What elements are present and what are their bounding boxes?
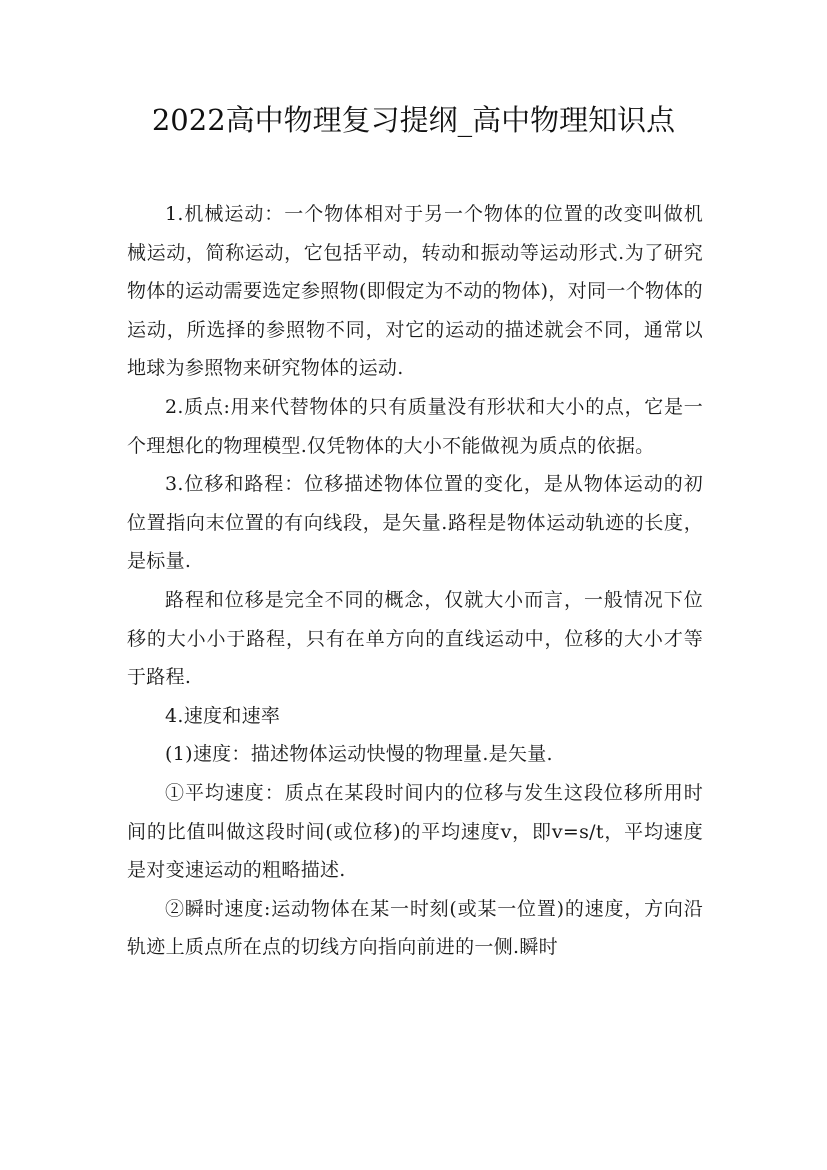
paragraph-average-velocity: ①平均速度：质点在某段时间内的位移与发生这段位移所用时间的比值叫做这段时间(或位移)的平均速度v，即v=s/t，平均速度是对变速运动的粗略描述. xyxy=(127,781,703,882)
paragraph-velocity-speed-heading: 4.速度和速率 xyxy=(165,704,281,727)
paragraph-displacement-distance: 3.位移和路程：位移描述物体位置的变化，是从物体运动的初位置指向末位置的有向线段，是矢量.路程是物体运动轨迹的长度，是标量. xyxy=(127,473,703,573)
paragraph-mechanical-motion: 1.机械运动：一个物体相对于另一个物体的位置的改变叫做机械运动，简称运动，它包括平动，转动和振动等运动形式.为了研究物体的运动需要选定参照物(即假定为不动的物体)，对同一个物体的运动，所选择的参照物不同，对它的运动的描述就会不同，通常以地球为参照物来研究物体的运动. xyxy=(127,203,703,380)
paragraph-distance-vs-displacement: 路程和位移是完全不同的概念，仅就大小而言，一般情况下位移的大小小于路程，只有在单方向的直线运动中，位移的大小才等于路程. xyxy=(127,588,703,689)
document-body xyxy=(127,195,703,967)
paragraph-particle: 2.质点:用来代替物体的只有质量没有形状和大小的点，它是一个理想化的物理模型.仅凭物体的大小不能做视为质点的依据。 xyxy=(127,395,703,457)
paragraph-velocity-definition: (1)速度：描述物体运动快慢的物理量.是矢量. xyxy=(165,743,553,766)
paragraph-instantaneous-velocity: ②瞬时速度:运动物体在某一时刻(或某一位置)的速度，方向沿轨迹上质点所在点的切线方向指向前进的一侧.瞬时 xyxy=(127,897,703,959)
document-title: 2022高中物理复习提纲_高中物理知识点 xyxy=(151,103,676,137)
